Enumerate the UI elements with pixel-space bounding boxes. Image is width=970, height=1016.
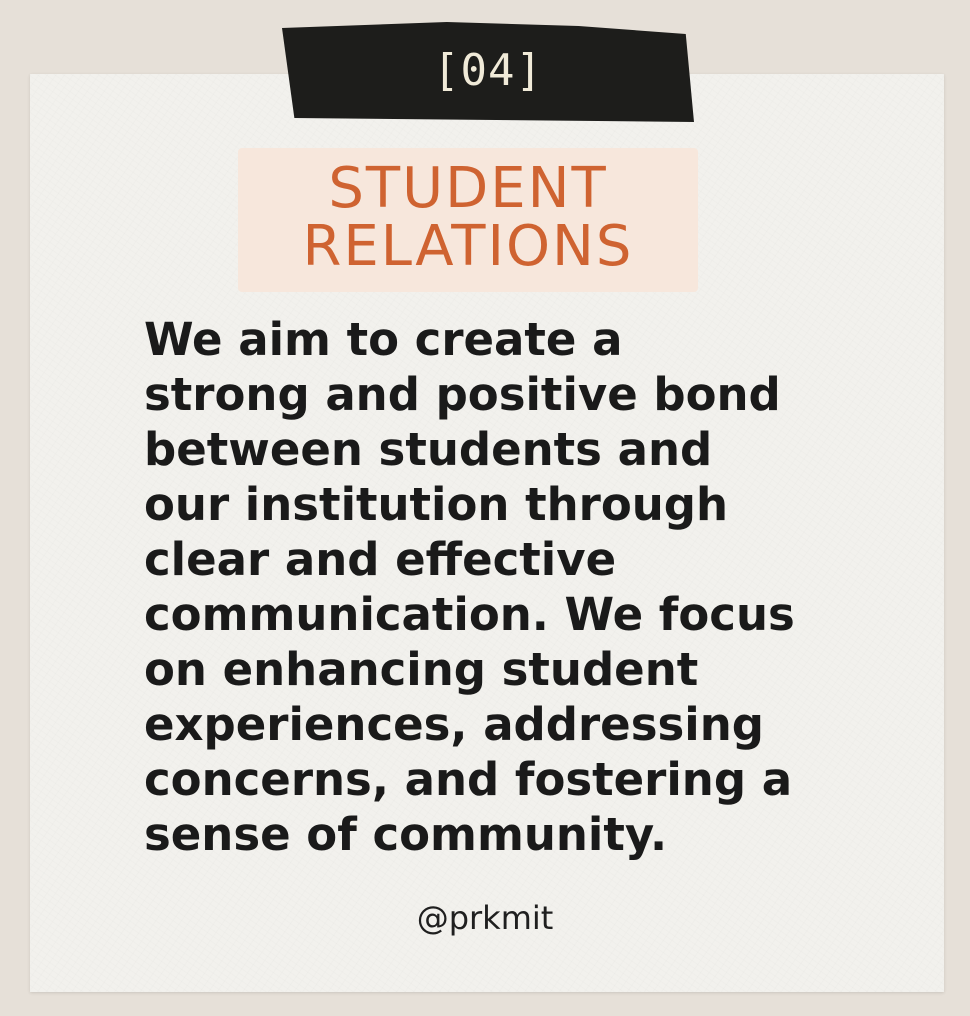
body-line: communication. We focus [144,588,795,641]
body-line: clear and effective [144,533,617,586]
body-line: our institution through [144,478,729,531]
body-line: on enhancing student [144,643,699,696]
body-line: concerns, and fostering a [144,753,793,806]
body-paragraph [144,312,884,862]
body-line: We aim to create a [144,313,623,366]
section-number: [04] [433,45,543,96]
body-line: strong and positive bond [144,368,781,421]
title-line-1: STUDENT [328,156,608,221]
body-line: between students and [144,423,713,476]
body-line: sense of community. [144,808,668,861]
title-line-2: RELATIONS [302,214,634,279]
social-handle: @prkmit [416,899,554,937]
body-line: experiences, addressing [144,698,764,751]
